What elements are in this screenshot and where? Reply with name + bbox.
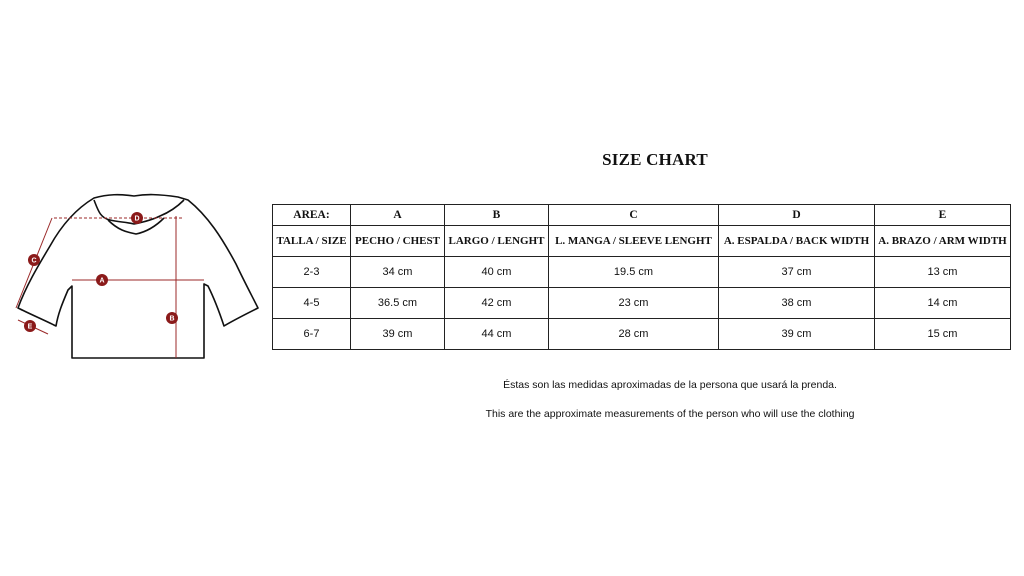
cell-arm-width: 14 cm [875, 288, 1011, 319]
header-arm-width: A. BRAZO / ARM WIDTH [875, 226, 1011, 257]
cell-arm-width: 13 cm [875, 257, 1011, 288]
header-length: LARGO / LENGHT [445, 226, 549, 257]
cell-chest: 36.5 cm [351, 288, 445, 319]
note-spanish: Éstas son las medidas aproximadas de la persona que usará la prenda. [503, 379, 837, 391]
measure-lines [16, 216, 204, 358]
header-sleeve-length: L. MANGA / SLEEVE LENGHT [549, 226, 719, 257]
garment-diagram [8, 186, 264, 376]
svg-text:A: A [99, 277, 105, 285]
marker-c [28, 254, 40, 266]
cell-back-width: 39 cm [719, 319, 875, 350]
cell-arm-width: 15 cm [875, 319, 1011, 350]
marker-b [166, 312, 178, 324]
cell-chest: 39 cm [351, 319, 445, 350]
size-table [272, 204, 1011, 350]
cell-sleeve-length: 19.5 cm [549, 257, 719, 288]
cell-sleeve-length: 23 cm [549, 288, 719, 319]
cell-length: 44 cm [445, 319, 549, 350]
cell-length: 40 cm [445, 257, 549, 288]
area-b: B [445, 205, 549, 226]
header-back-width: A. ESPALDA / BACK WIDTH [719, 226, 875, 257]
cell-length: 42 cm [445, 288, 549, 319]
cell-size: 4-5 [273, 288, 351, 319]
cell-back-width: 38 cm [719, 288, 875, 319]
cell-back-width: 37 cm [719, 257, 875, 288]
cell-size: 6-7 [273, 319, 351, 350]
table-row [273, 288, 1011, 319]
area-e: E [875, 205, 1011, 226]
svg-text:C: C [31, 257, 37, 265]
table-row [273, 257, 1011, 288]
cell-chest: 34 cm [351, 257, 445, 288]
page-title: SIZE CHART [602, 150, 708, 169]
table-row [273, 319, 1011, 350]
area-d: D [719, 205, 875, 226]
marker-a [96, 274, 108, 286]
table-area-row [273, 205, 1011, 226]
area-a: A [351, 205, 445, 226]
cell-sleeve-length: 28 cm [549, 319, 719, 350]
area-label: AREA: [273, 205, 351, 226]
note-english: This are the approximate measurements of the person who will use the clothing [485, 408, 855, 420]
svg-text:D: D [134, 215, 140, 223]
area-c: C [549, 205, 719, 226]
marker-d [131, 212, 143, 224]
svg-text:E: E [27, 323, 33, 331]
table-header-row [273, 226, 1011, 257]
header-size: TALLA / SIZE [273, 226, 351, 257]
header-chest: PECHO / CHEST [351, 226, 445, 257]
svg-text:B: B [169, 315, 175, 323]
cell-size: 2-3 [273, 257, 351, 288]
marker-e [24, 320, 36, 332]
